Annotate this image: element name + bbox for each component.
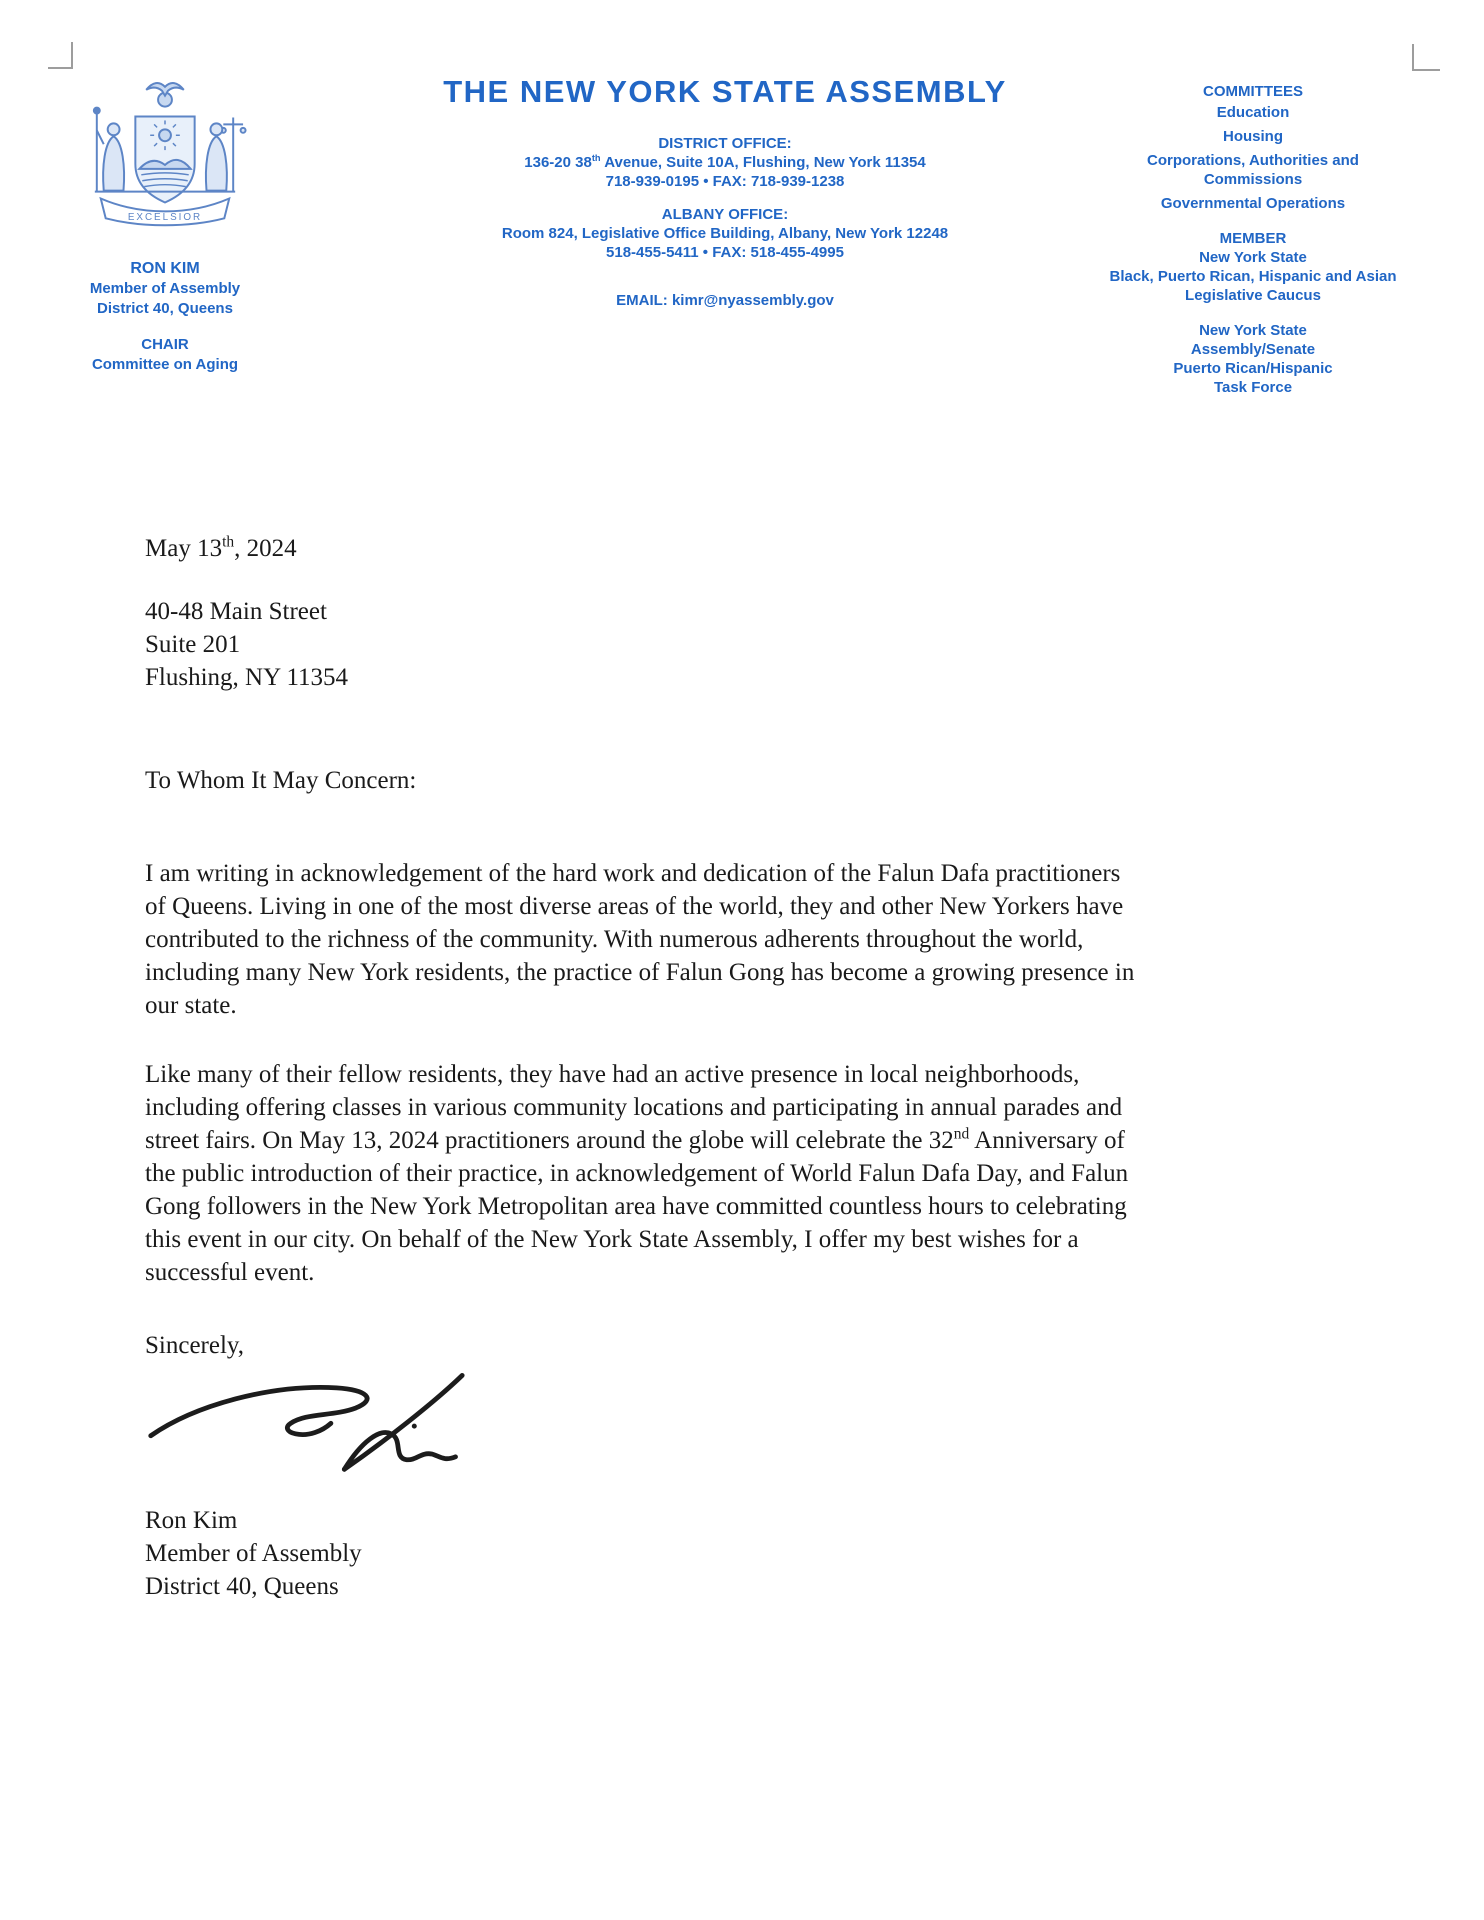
committee-item: Housing [1223,128,1283,145]
header-center-column [345,74,1105,309]
district-office-label: DISTRICT OFFICE: [658,135,792,152]
district-office-address: 136-20 38th Avenue, Suite 10A, Flushing, New York 11354 [524,153,926,171]
task-force-line: Task Force [1213,379,1293,396]
header-right-column [1098,82,1408,397]
signoff-block [145,1504,1145,1603]
paragraph-2: Like many of their fellow residents, they have had an active presence in local neighborhoods, including offering classes in various community locations and participating in annual parades and street fairs. On May 13, 2024 practitioners around the globe will celebrate the 32nd Anniversary of the public introduction of their practice, in acknowledgement of World Falun Dafa Day, and Falun Gong followers in the New York Metropolitan area have committed countless hours to celebrating this event in our city. On behalf of the New York State Assembly, I offer my best wishes for a successful event. [145,1061,1129,1286]
email-line: EMAIL: kimr@nyassembly.gov [616,292,834,309]
member-line: New York State [1199,249,1307,266]
crop-mark-top-left [48,42,73,69]
official-title: Member of Assembly [89,280,241,297]
signoff-district: District 40, Queens [145,1573,339,1600]
signoff-name: Ron Kim [145,1507,238,1534]
closing: Sincerely, [145,1332,245,1359]
task-force-block [1098,321,1408,397]
ny-state-seal-icon [81,72,249,244]
committee-item: Corporations, Authorities and Commissions [1147,152,1359,188]
letterhead-title: THE NEW YORK STATE ASSEMBLY [443,74,1007,109]
member-block [1098,229,1408,305]
shield [135,116,194,202]
seal-motto: EXCELSIOR [127,212,203,224]
committees-label: COMMITTEES [1203,83,1303,100]
paragraph-1: I am writing in acknowledgement of the hard work and dedication of the Falun Dafa practitioners of Queens. Living in one of the most diverse areas of the world, they and other New Yorkers have contributed to the richness of the community. With numerous adherents throughout the world, including many New York residents, the practice of Falun Gong has become a growing presence in our state. [145,860,1135,1019]
albany-office-label: ALBANY OFFICE: [661,206,789,223]
salutation: To Whom It May Concern: [145,767,417,794]
recipient-address [145,595,1145,694]
task-force-line: Assembly/Senate [1190,341,1316,358]
chair-committee: Committee on Aging [91,356,239,373]
albany-office-address: Room 824, Legislative Office Building, Albany, New York 12248 [501,225,949,242]
letter-date: May 13th, 2024 [145,533,297,562]
official-district: District 40, Queens [97,300,233,317]
justice-figure [206,117,246,191]
albany-office-block [345,205,1105,262]
district-office-block [345,134,1105,191]
member-line: Black, Puerto Rican, Hispanic and Asian Legislative Caucus [1109,268,1397,304]
eagle-icon [146,83,184,107]
task-force-line: New York State [1199,322,1307,339]
chair-label: CHAIR [141,336,189,353]
committee-item: Governmental Operations [1160,195,1346,212]
member-label: MEMBER [1219,230,1287,247]
header-left-column [52,72,278,375]
recipient-line: Suite 201 [145,631,241,658]
official-name: RON KIM [130,260,200,277]
liberty-figure [94,108,124,192]
signoff-title: Member of Assembly [145,1540,362,1567]
recipient-line: Flushing, NY 11354 [145,664,349,691]
crop-mark-top-right [1412,44,1440,71]
district-office-phone: 718-939-0195 • FAX: 718-939-1238 [605,173,845,190]
signature-image [145,1370,1145,1492]
albany-office-phone: 518-455-5411 • FAX: 518-455-4995 [606,244,844,261]
letter-body [145,532,1145,1603]
committee-item: Education [1216,104,1290,121]
task-force-line: Puerto Rican/Hispanic [1173,360,1333,377]
recipient-line: 40-48 Main Street [145,598,327,625]
